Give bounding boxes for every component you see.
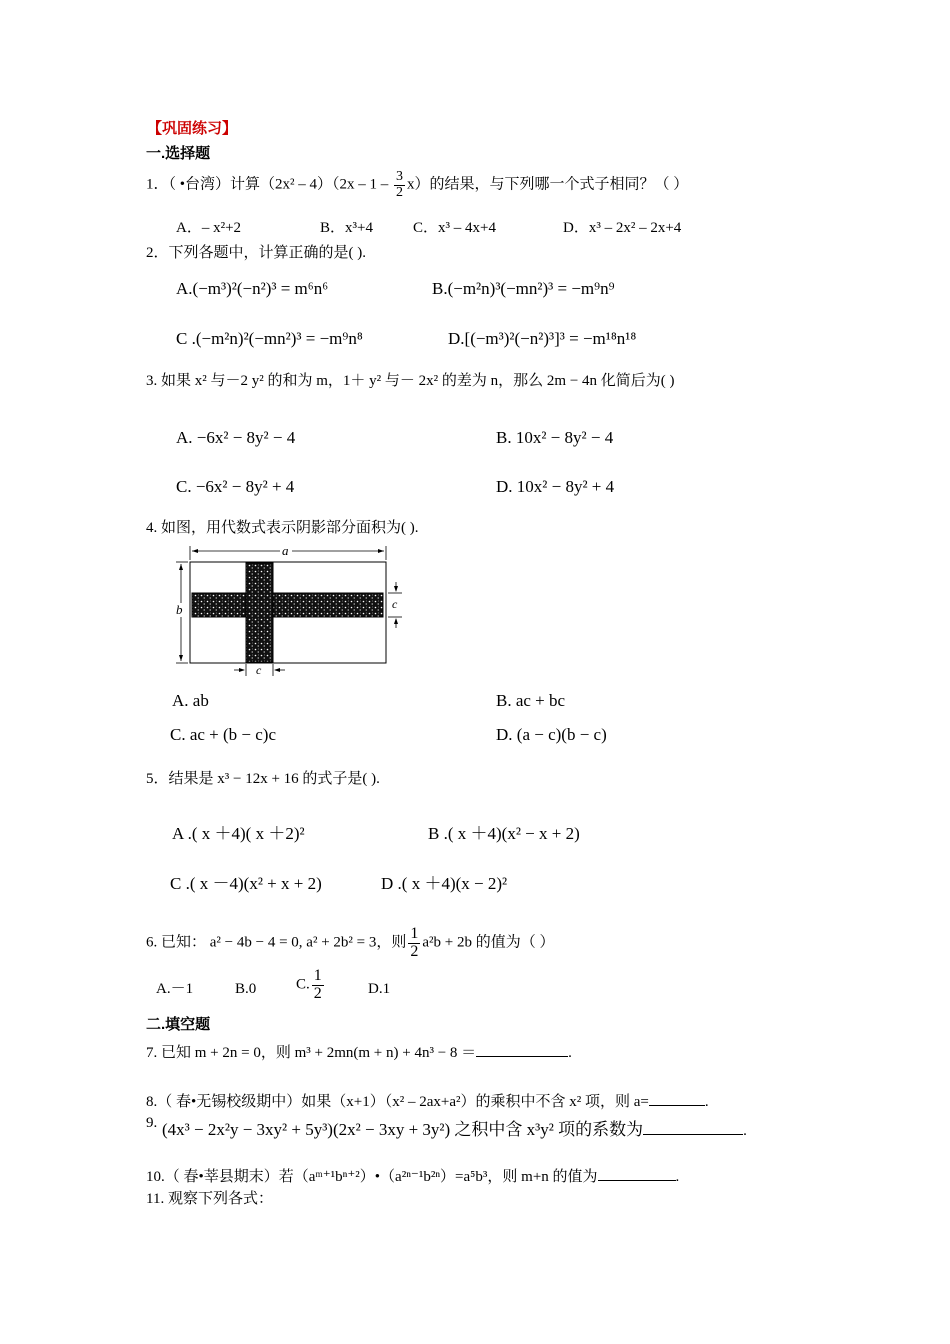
q1-stem: 1．（ •台湾）计算（2x² – 4）（2x – 1 – $\frac{3}{2}$ x）的结果，与下列哪一个式子相同？（ ） [146, 169, 689, 200]
part1-title: 一.选择题 [146, 145, 211, 162]
q4-option-a: A. ab [172, 691, 209, 710]
q6-stem: 6. 已知： a² − 4b − 4 = 0, a² + 2b² = 3，则 $\frac{1}{2}$ a²b + 2b 的值为（ ） [146, 925, 555, 960]
q5-option-a: A .( x ＋4)( x ＋2)² [172, 824, 305, 843]
q9-answer-blank[interactable] [643, 1120, 743, 1135]
q2-option-d: D.[(−m³)²(−n²)³]³ = −m¹⁸n¹⁸ [448, 329, 637, 348]
q5-option-d: D .( x ＋4)(x − 2)² [381, 874, 508, 893]
q8-answer-blank[interactable] [649, 1091, 705, 1106]
q7-answer-blank[interactable] [476, 1042, 568, 1057]
q3-option-d: D. 10x² − 8y² + 4 [496, 477, 615, 496]
q2-stem: 2．下列各题中，计算正确的是( ). [146, 245, 366, 261]
q3-stem: 3. 如果 x² 与－2 y² 的和为 m，1＋ y² 与－ 2x² 的差为 n，那么 2m − 4n 化简后为( ) [146, 373, 675, 389]
q9: (4x³ − 2x²y − 3xy² + 5y³)(2x² − 3xy + 3y²) 之积中含 x³y² 项的系数为 . [162, 1120, 747, 1139]
q2-option-a: A.(−m³)²(−n²)³ = m⁶n⁶ [176, 279, 329, 298]
q4-figure [170, 540, 410, 680]
q4-option-b: B. ac + bc [496, 691, 566, 710]
q5-option-c: C .( x －4)(x² + x + 2) [170, 874, 322, 893]
q1-option-c: C．x³ – 4x+4 [413, 220, 496, 236]
figure-label-c-bottom: c [256, 663, 262, 677]
q2-option-b: B.(−m²n)³(−mn²)³ = −m⁹n⁹ [432, 279, 615, 298]
q4-option-c: C. ac + (b − c)c [170, 725, 277, 744]
q1-option-a: A．– x²+2 [176, 220, 242, 236]
q6-option-b: B.0 [235, 981, 257, 997]
q9-number: 9. [146, 1115, 158, 1131]
q7: 7. 已知 m + 2n = 0，则 m³ + 2mn(m + n) + 4n³ − 8 ＝ . [146, 1042, 572, 1063]
q6-option-d: D.1 [368, 981, 391, 997]
q3-option-a: A. −6x² − 8y² − 4 [176, 428, 296, 447]
q4-stem: 4. 如图，用代数式表示阴影部分面积为( ). [146, 520, 419, 536]
q1-option-d: D．x³ – 2x² – 2x+4 [563, 220, 682, 236]
figure-vertical-bar [246, 563, 273, 662]
q5-stem: 5．结果是 x³ − 12x + 16 的式子是( ). [146, 771, 380, 787]
q8: 8.（ 春•无锡校级期中）如果（x+1）（x² – 2ax+a²）的乘积中不含 x² 项，则 a= . [146, 1091, 709, 1112]
q10-answer-blank[interactable] [598, 1166, 676, 1181]
q1-option-b: B．x³+4 [320, 220, 373, 236]
q6-option-c: C. $\frac{1}{2}$ [296, 967, 322, 1002]
q3-option-b: B. 10x² − 8y² − 4 [496, 428, 614, 447]
q4-option-d: D. (a − c)(b − c) [496, 725, 607, 744]
q11: 11. 观察下列各式： [146, 1191, 273, 1207]
part2-title: 二.填空题 [146, 1016, 211, 1033]
figure-label-c-right: c [392, 597, 398, 611]
q3-option-c: C. −6x² − 8y² + 4 [176, 477, 295, 496]
q6-option-a: A.－1 [156, 981, 194, 997]
q2-option-c: C .(−m²n)²(−mn²)³ = −m⁹n⁸ [176, 329, 363, 348]
figure-label-b: b [176, 602, 183, 617]
q5-option-b: B .( x ＋4)(x² − x + 2) [428, 824, 580, 843]
section-title: 【巩固练习】 [147, 120, 238, 137]
figure-label-a: a [282, 543, 289, 558]
figure-horizontal-bar [192, 593, 383, 617]
q10: 10.（ 春•莘县期末）若（aᵐ⁺¹bⁿ⁺²）•（a²ⁿ⁻¹b²ⁿ）=a⁵b³，则 m+n 的值为 . [146, 1166, 679, 1187]
